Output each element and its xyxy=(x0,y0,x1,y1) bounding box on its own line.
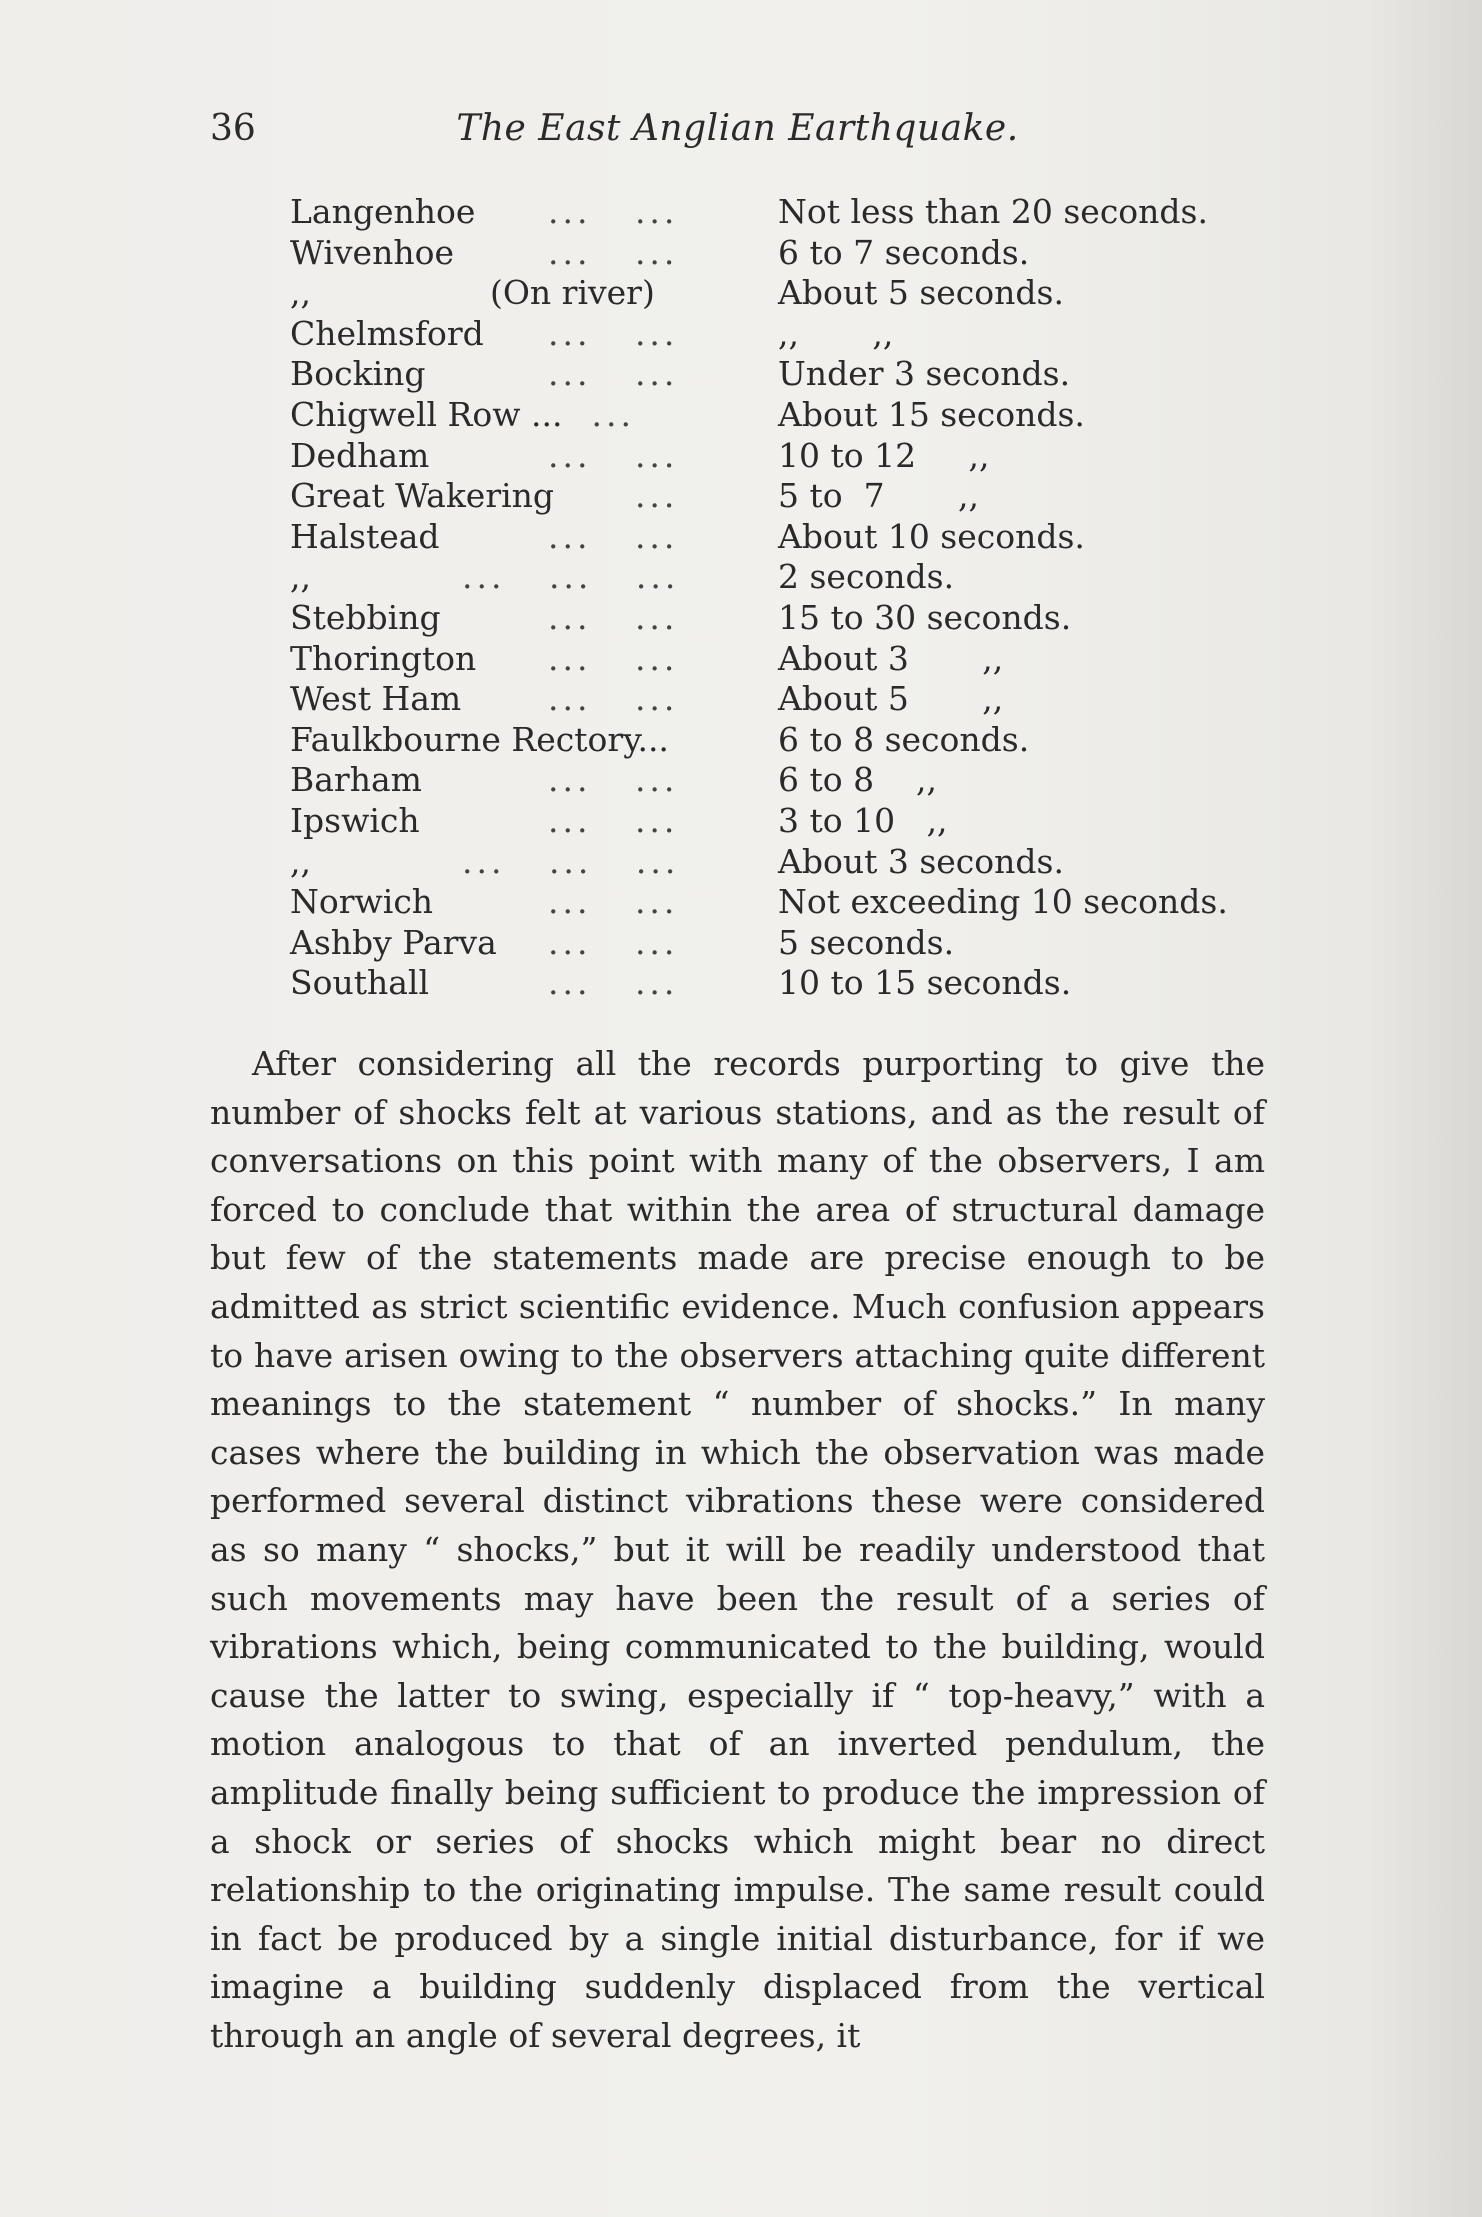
table-row xyxy=(290,395,1240,436)
duration-value: About 5 ,, xyxy=(778,679,1004,719)
dot-leader: ... ... ... xyxy=(462,557,680,597)
duration-value: 5 seconds. xyxy=(778,922,955,962)
place-name: Norwich xyxy=(290,882,434,922)
dot-leader: ... ... xyxy=(548,232,679,272)
dot-leader: ... ... xyxy=(548,679,679,719)
dot-leader: ... ... xyxy=(548,435,679,475)
place-name: Great Wakering xyxy=(290,476,555,516)
place-name: Stebbing xyxy=(290,597,441,637)
table-row xyxy=(290,354,1240,395)
table-row xyxy=(290,192,1240,233)
table-row xyxy=(290,679,1240,720)
place-name: Faulkbourne Rectory... xyxy=(290,719,669,759)
place-name: Halstead xyxy=(290,516,440,556)
dot-leader: ... xyxy=(548,394,635,434)
dot-leader: ... ... ... xyxy=(462,841,680,881)
place-name: West Ham xyxy=(290,679,462,719)
running-title: The East Anglian Earthquake. xyxy=(456,108,1019,149)
duration-value: 3 to 10 ,, xyxy=(778,800,948,840)
duration-value: Not less than 20 seconds. xyxy=(778,192,1208,231)
duration-value: 6 to 8 seconds. xyxy=(778,719,1030,759)
table-row xyxy=(290,517,1240,558)
duration-value: 6 to 8 ,, xyxy=(778,760,938,800)
place-name: ,, xyxy=(290,557,311,597)
place-name: Thorington xyxy=(290,638,477,678)
duration-value: ,, ,, xyxy=(778,313,894,353)
place-name: ,, xyxy=(290,273,311,313)
dot-leader: ... ... xyxy=(548,354,679,394)
page-header xyxy=(210,108,1265,158)
place-name: Barham xyxy=(290,760,422,800)
body-paragraph: After considering all the records purporting to give the number of shocks felt at various stations, and as the result of conversations on this point with many of the observers, I am forced to conclude that within the area of structural damage but few of the statements made are precise enough to be admitted as strict scientific evidence. Much confusion appears to have arisen owing to the observers attaching quite different meanings to the statement “ number of shocks.” In many cases where the building in which the observation was made performed several distinct vibrations these were considered as so many “ shocks,” but it will be readily understood that such movements may have been the result of a series of vibrations which, being communicated to the building, would cause the latter to swing, especially if “ top-heavy,” with a motion analogous to that of an inverted pendulum, the amplitude finally being sufficient to produce the impression of a shock or series of shocks which might bear no direct relationship to the originating impulse. The same result could in fact be produced by a single initial disturbance, for if we imagine a building suddenly displaced from the vertical through an angle of several degrees, it xyxy=(210,1044,1265,2055)
duration-value: Not exceeding 10 seconds. xyxy=(778,882,1228,922)
dot-leader: ... ... xyxy=(548,963,679,1003)
table-row xyxy=(290,314,1240,355)
duration-value: 2 seconds. xyxy=(778,557,955,597)
dot-leader: ... ... xyxy=(548,597,679,637)
table-row xyxy=(290,801,1240,842)
duration-value: 15 to 30 seconds. xyxy=(778,597,1072,637)
dot-leader: ... ... xyxy=(548,922,679,962)
place-name: Wivenhoe xyxy=(290,232,454,272)
dot-leader: ... ... xyxy=(548,760,679,800)
dot-leader: ... ... xyxy=(548,882,679,922)
duration-value: About 15 seconds. xyxy=(778,394,1085,434)
place-name: ,, xyxy=(290,841,311,881)
place-name: Chigwell Row ... xyxy=(290,394,563,434)
place-name: Ashby Parva xyxy=(290,922,497,962)
duration-value: Under 3 seconds. xyxy=(778,354,1071,394)
dot-leader: ... ... xyxy=(548,800,679,840)
duration-value: About 3 seconds. xyxy=(778,841,1064,881)
duration-value: 10 to 15 seconds. xyxy=(778,963,1072,1003)
table-row xyxy=(290,760,1240,801)
dot-leader: ... ... xyxy=(548,313,679,353)
dot-leader: ... ... xyxy=(548,192,679,231)
duration-value: 5 to 7 ,, xyxy=(778,476,979,516)
table-row xyxy=(290,882,1240,923)
dot-leader: ... ... xyxy=(548,638,679,678)
place-name: Langenhoe xyxy=(290,192,476,231)
table-row xyxy=(290,273,1240,314)
table-row xyxy=(290,598,1240,639)
duration-value: 10 to 12 ,, xyxy=(778,435,990,475)
dot-leader: ... ... xyxy=(548,516,679,556)
place-name: Ipswich xyxy=(290,800,420,840)
duration-value: About 5 seconds. xyxy=(778,273,1064,313)
place-name: Chelmsford xyxy=(290,313,484,353)
table-row xyxy=(290,963,1240,1004)
table-row xyxy=(290,842,1240,883)
dot-leader: ... xyxy=(548,476,679,516)
table-row xyxy=(290,923,1240,964)
duration-value: About 10 seconds. xyxy=(778,516,1085,556)
place-name: Southall xyxy=(290,963,430,1003)
place-note: (On river) xyxy=(490,273,655,313)
page-number: 36 xyxy=(210,108,256,149)
table-row xyxy=(290,557,1240,598)
duration-value: 6 to 7 seconds. xyxy=(778,232,1030,272)
shock-duration-table xyxy=(290,192,1240,1004)
duration-value: About 3 ,, xyxy=(778,638,1004,678)
table-row xyxy=(290,720,1240,761)
table-row xyxy=(290,436,1240,477)
place-name: Bocking xyxy=(290,354,426,394)
table-row xyxy=(290,639,1240,680)
place-name: Dedham xyxy=(290,435,430,475)
table-row xyxy=(290,233,1240,274)
table-row xyxy=(290,476,1240,517)
